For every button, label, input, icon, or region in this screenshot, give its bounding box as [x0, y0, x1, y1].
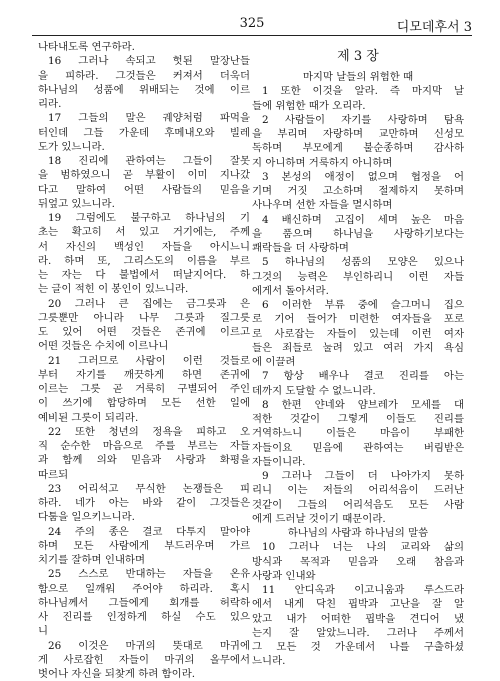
- text-line: 는지 잘 알았느니라. 그러나 주께서: [252, 626, 464, 639]
- text-line: 하나님께서 그들에게 회개를 허락하: [38, 596, 250, 609]
- text-line: 거역하느니 이들은 마음이 부패한: [252, 427, 464, 440]
- text-line: 그 모든 것 가운데서 나를 구출하셨: [252, 641, 464, 653]
- text-line: 도 있어 어떤 것들은 존귀에 이르고: [38, 326, 250, 338]
- text-line: 3 본성의 애정이 없으며 협정을 어: [262, 170, 464, 183]
- text-line: 을 피하라. 그것들은 커져서 더욱더: [38, 69, 250, 82]
- right-column-lines: [252, 70, 464, 669]
- text-line: 그릇뿐만 아니라 나무 그릇과 질그릇: [38, 311, 250, 324]
- text-line: 나타내도록 연구하라.: [38, 41, 135, 53]
- text-line: 독하며 부모에게 불순종하며 감사하: [252, 142, 464, 155]
- text-line: 방식과 목적과 믿음과 오래 참음과: [252, 555, 464, 568]
- text-line: 게 사로잡힌 자들이 마귀의 올무에서: [38, 653, 250, 666]
- text-line: 24 주의 종은 결코 다투지 말아야: [48, 525, 250, 538]
- text-line: 부터 자기를 깨끗하게 하면 존귀에: [38, 368, 250, 381]
- text-line: 26 이것은 마귀의 뜻대로 마귀에: [48, 639, 250, 652]
- text-line: 자들이요 믿음에 관하여는 버림받은: [252, 441, 464, 454]
- text-line: 데까지 도달할 수 없느니라.: [252, 384, 376, 397]
- text-line: 18 진리에 관하여는 그들이 잘못: [48, 155, 250, 167]
- text-line: 기며 거짓 고소하며 절제하지 못하며: [252, 185, 464, 197]
- text-line: 따르되: [38, 468, 69, 481]
- text-line: 1 또한 이것을 알라. 즉 마지막 날: [262, 85, 464, 98]
- text-line: 사랑과 인내와: [252, 569, 316, 582]
- text-line: 사나우며 선한 자들을 멸시하며: [252, 199, 393, 212]
- text-line: 리니 이는 저들의 어리석음이 드러난: [252, 484, 464, 497]
- text-line: 어떤 것들은 수치에 이르나니: [38, 340, 169, 353]
- text-line: 17 그들의 말은 궤양처럼 파먹을: [48, 112, 250, 125]
- text-line: 다고 말하여 어떤 사람들의 믿음을: [38, 183, 250, 196]
- text-line: 서 자신의 백성인 자들을 아시느니: [38, 240, 250, 253]
- text-line: 6 이러한 부류 중에 슬그머니 집으: [262, 299, 464, 311]
- text-line: 지 아니하며 거룩하지 아니하며: [252, 156, 393, 169]
- text-line: 그것의 능력은 부인하리니 이런 자들: [252, 270, 464, 283]
- text-line: 25 스스로 반대하는 자들을 온유: [48, 568, 250, 581]
- text-line: 이르는 그릇 곧 거룩히 구별되어 주인: [38, 383, 250, 395]
- text-line: 았고 내가 어떠한 핍박을 견디어 냈: [252, 612, 464, 625]
- page-header: [32, 14, 472, 36]
- text-line: 치기를 잘하며 인내하며: [38, 554, 145, 566]
- section-heading: 마지막 날들의 위험한 때: [302, 71, 414, 83]
- text-line: 7 항상 배우나 결코 진리를 아는: [262, 370, 464, 383]
- text-line: 이 쓰기에 합당하며 모든 선한 일에: [38, 397, 250, 410]
- text-line: 에게 드러날 것이기 때문이라.: [252, 512, 386, 525]
- text-line: 8 한편 얀네와 얌브레가 모세를 대: [262, 398, 464, 411]
- text-line: 하며 모든 사람에게 부드러우며 가르: [38, 539, 250, 552]
- text-line: 16 그러나 속되고 헛된 말장난들: [48, 55, 250, 68]
- text-line: 을 부리며 자랑하며 교만하며 신성모: [252, 128, 464, 140]
- text-line: 다툼을 일으키느니라.: [38, 511, 135, 524]
- text-line: 9 그러나 그들이 더 나아가지 못하: [262, 470, 464, 482]
- text-line: 함으로 일깨워 주어야 하리라. 혹시: [38, 582, 250, 595]
- text-line: 21 그러므로 사람이 이런 것들로: [48, 354, 250, 367]
- text-line: 에서 내게 닥친 핍박과 고난을 잘 알: [252, 598, 464, 611]
- text-line: 는 글이 적힌 이 봉인이 있느니라.: [38, 283, 189, 296]
- text-line: 리라.: [38, 98, 62, 110]
- text-line: 자들이니라.: [252, 455, 306, 468]
- text-line: 과 함께 의와 믿음과 사랑과 화평을: [38, 454, 250, 467]
- text-line: 11 안디옥과 이고니움과 루스드라: [262, 584, 464, 596]
- text-line: 것같이 그들의 어리석음도 모든 사람: [252, 498, 464, 511]
- text-line: 20 그러나 큰 집에는 금그릇과 은: [48, 297, 250, 310]
- running-head: 디모데후서 3: [396, 20, 472, 35]
- text-line: 19 그럼에도 불구하고 하나님의 기: [48, 212, 250, 224]
- page-number: 325: [239, 16, 265, 31]
- text-line: 들은 죄들로 눌려 있고 여러 가지 욕심: [252, 341, 464, 354]
- text-line: 라. 하며 또, 그리스도의 이름을 부르: [38, 254, 250, 267]
- text-line: 벗어나 자신을 되찾게 하려 함이라.: [38, 668, 196, 680]
- text-line: 에 이끌려: [252, 356, 296, 368]
- right-column: [252, 40, 464, 669]
- text-line: 터인데 그들 가운데 후메내오와 빌레: [38, 126, 250, 139]
- header-rule: [32, 35, 472, 36]
- text-line: 에게서 돌아서라.: [252, 284, 329, 297]
- text-line: 도가 있느니라.: [38, 140, 105, 153]
- text-line: 을 품으며 하나님을 사랑하기보다는: [252, 227, 464, 240]
- text-line: 로 사로잡는 자들이 있는데 이런 여자: [252, 327, 464, 340]
- text-line: 들에 위험한 때가 오리라.: [252, 99, 366, 112]
- text-line: 초는 확고히 서 있고 거기에는, 주께: [38, 226, 250, 239]
- text-line: 10 그러나 너는 나의 교리와 삶의: [262, 541, 464, 554]
- text-line: 뒤엎고 있느니라.: [38, 197, 115, 210]
- text-line: 니: [38, 625, 49, 638]
- section-heading: 하나님의 사람과 하나님의 말씀: [287, 527, 429, 539]
- text-line: 23 어리석고 무식한 논쟁들은 피: [48, 482, 250, 495]
- text-line: 로 기어 들어가 미련한 여자들을 포로: [252, 313, 464, 326]
- text-line: 는 자는 다 불법에서 떠날지어다. 하: [38, 269, 250, 281]
- text-line: 느니라.: [252, 655, 286, 668]
- text-line: 하나님의 성품에 위배되는 것에 이르: [38, 83, 250, 96]
- text-line: 사 진리를 인정하게 하실 수도 있으: [38, 611, 250, 623]
- text-line: 4 배신하며 고집이 세며 높은 마음: [262, 213, 464, 226]
- chapter-title: 제 3 장: [337, 49, 379, 64]
- text-line: 쾌락들을 더 사랑하며: [252, 242, 349, 254]
- text-line: 22 또한 청년의 정욕을 피하고 오: [48, 425, 250, 438]
- text-line: 을 범하였으니 곧 부활이 이미 지나갔: [38, 169, 250, 182]
- text-line: 2 사람들이 자기를 사랑하며 탐욕: [262, 113, 464, 126]
- text-line: 직 순수한 마음으로 주를 부르는 자들: [38, 440, 250, 452]
- text-line: 예비된 그릇이 되리라.: [38, 411, 139, 424]
- text-line: 하라. 네가 아는 바와 같이 그것들은: [38, 497, 250, 509]
- left-column: [38, 40, 250, 681]
- text-line: 적한 것같이 그렇게 이들도 진리를: [252, 413, 464, 425]
- text-line: 5 하나님의 성품의 모양은 있으나: [262, 256, 464, 269]
